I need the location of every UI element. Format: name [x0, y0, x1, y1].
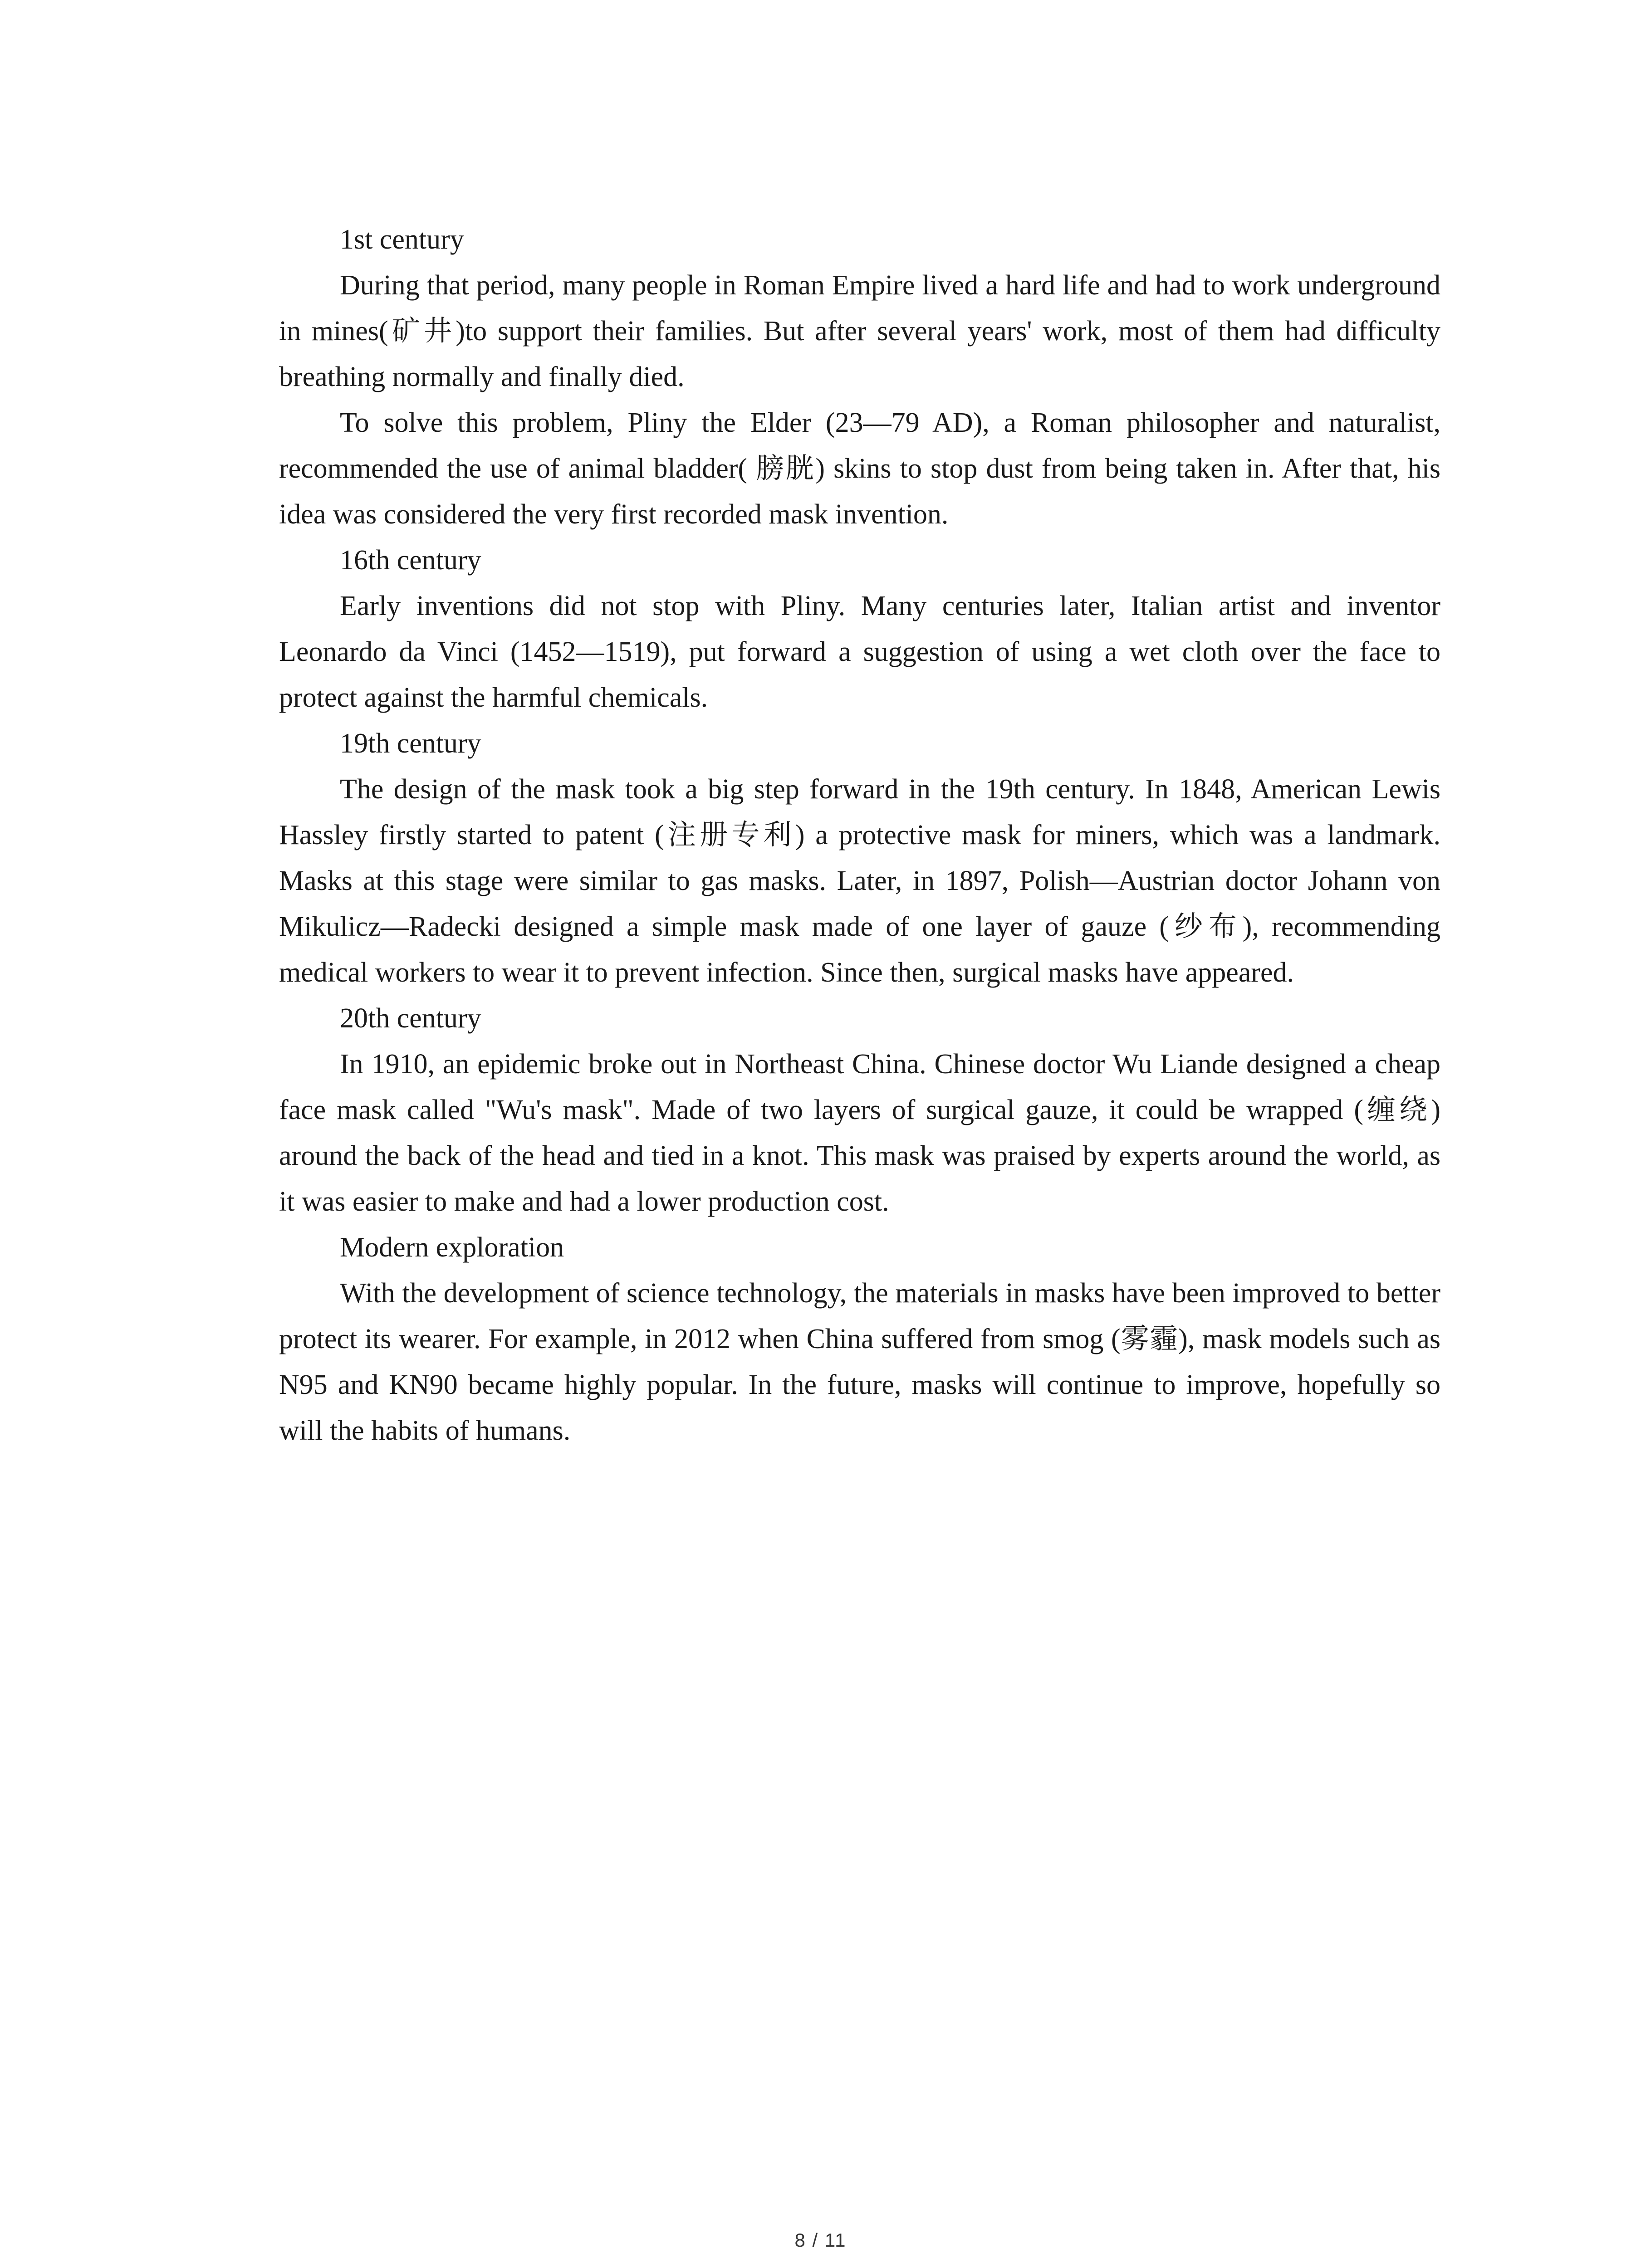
section-heading: Modern exploration — [340, 1232, 564, 1263]
section-heading: 20th century — [340, 1003, 481, 1034]
paragraph: To solve this problem, Pliny the Elder (23—79 AD), a Roman philosopher and naturalist, recommended the use of animal bladder( 膀胱) skins to stop dust from being taken in. After that, his idea was considered the very first recorded mask invention. — [279, 407, 1440, 530]
section-heading: 19th century — [340, 728, 481, 759]
section-1st-century — [279, 217, 1440, 538]
paragraph: Early inventions did not stop with Pliny. Many centuries later, Italian artist and inventor Leonardo da Vinci (1452—1519), put forward a suggestion of using a wet cloth over the face to protect against the harmful chemicals. — [279, 591, 1440, 713]
paragraph: The design of the mask took a big step forward in the 19th century. In 1848, American Lewis Hassley firstly started to patent (注册专利) a protective mask for miners, which was a landmark. Masks at this stage were similar to gas masks. Later, in 1897, Polish—Austrian doctor Johann von Mikulicz—Radecki designed a simple mask made of one layer of gauze (纱布), recommending medical workers to wear it to prevent infection. Since then, surgical masks have appeared. — [279, 774, 1440, 988]
section-heading: 1st century — [340, 224, 464, 255]
section-16th-century — [279, 538, 1440, 721]
paragraph: With the development of science technology, the materials in masks have been improved to better protect its wearer. For example, in 2012 when China suffered from smog (雾霾), mask models such as N95 and KN90 became highly popular. In the future, masks will continue to improve, hopefully so will the habits of humans. — [279, 1278, 1440, 1446]
section-modern-exploration — [279, 1225, 1440, 1454]
section-heading: 16th century — [340, 545, 481, 576]
document-body — [279, 217, 1440, 1454]
section-20th-century — [279, 996, 1440, 1225]
paragraph: In 1910, an epidemic broke out in Northeast China. Chinese doctor Wu Liande designed a cheap face mask called "Wu's mask". Made of two layers of surgical gauze, it could be wrapped (缠绕) around the back of the head and tied in a knot. This mask was praised by experts around the world, as it was easier to make and had a lower production cost. — [279, 1049, 1440, 1217]
section-19th-century — [279, 721, 1440, 996]
page-number: 8 / 11 — [794, 2229, 847, 2251]
paragraph: During that period, many people in Roman Empire lived a hard life and had to work underground in mines(矿井)to support their families. But after several years' work, most of them had difficulty breathing normally and finally died. — [279, 270, 1440, 392]
